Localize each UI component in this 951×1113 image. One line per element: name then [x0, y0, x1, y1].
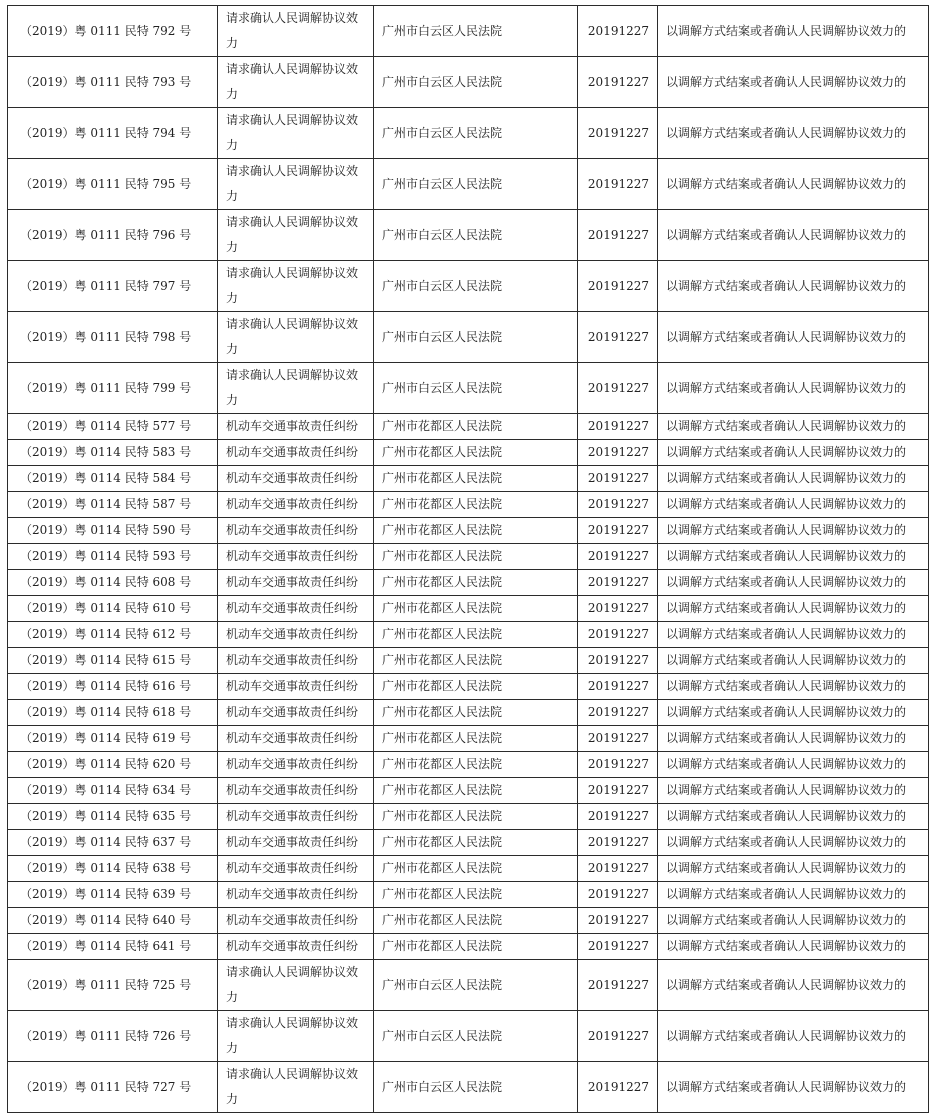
- case-number-cell: （2019）粤 0111 民特 725 号: [8, 960, 218, 1011]
- table-row: [8, 363, 929, 414]
- table-row: [8, 908, 929, 934]
- closing-method-cell: 以调解方式结案或者确认人民调解协议效力的: [658, 466, 929, 492]
- court-name-cell: 广州市白云区人民法院: [374, 1011, 578, 1062]
- closing-method-cell: 以调解方式结案或者确认人民调解协议效力的: [658, 57, 929, 108]
- case-number-cell: （2019）粤 0114 民特 641 号: [8, 934, 218, 960]
- closing-method-cell: 以调解方式结案或者确认人民调解协议效力的: [658, 674, 929, 700]
- case-cause-cell: 机动车交通事故责任纠纷: [218, 570, 374, 596]
- closing-date-cell: 20191227: [578, 856, 658, 882]
- case-number-cell: （2019）粤 0114 民特 620 号: [8, 752, 218, 778]
- table-row: [8, 856, 929, 882]
- case-cause-cell: 请求确认人民调解协议效力: [218, 159, 374, 210]
- closing-method-cell: 以调解方式结案或者确认人民调解协议效力的: [658, 700, 929, 726]
- case-number-cell: （2019）粤 0111 民特 792 号: [8, 6, 218, 57]
- case-cause-cell: 请求确认人民调解协议效力: [218, 6, 374, 57]
- case-number-cell: （2019）粤 0114 民特 638 号: [8, 856, 218, 882]
- case-cause-cell: 机动车交通事故责任纠纷: [218, 804, 374, 830]
- table-row: [8, 934, 929, 960]
- case-number-cell: （2019）粤 0111 民特 797 号: [8, 261, 218, 312]
- table-row: [8, 544, 929, 570]
- table-row: [8, 466, 929, 492]
- court-name-cell: 广州市花都区人民法院: [374, 518, 578, 544]
- case-cause-cell: 请求确认人民调解协议效力: [218, 1062, 374, 1113]
- case-number-cell: （2019）粤 0111 民特 794 号: [8, 108, 218, 159]
- table-row: [8, 440, 929, 466]
- closing-method-cell: 以调解方式结案或者确认人民调解协议效力的: [658, 726, 929, 752]
- case-number-cell: （2019）粤 0114 民特 618 号: [8, 700, 218, 726]
- case-cause-cell: 机动车交通事故责任纠纷: [218, 466, 374, 492]
- table-row: [8, 960, 929, 1011]
- court-name-cell: 广州市花都区人民法院: [374, 492, 578, 518]
- case-number-cell: （2019）粤 0111 民特 727 号: [8, 1062, 218, 1113]
- closing-date-cell: 20191227: [578, 700, 658, 726]
- case-number-cell: （2019）粤 0114 民特 619 号: [8, 726, 218, 752]
- case-number-cell: （2019）粤 0111 民特 726 号: [8, 1011, 218, 1062]
- case-cause-cell: 机动车交通事故责任纠纷: [218, 934, 374, 960]
- closing-date-cell: 20191227: [578, 466, 658, 492]
- case-cause-cell: 机动车交通事故责任纠纷: [218, 882, 374, 908]
- closing-date-cell: 20191227: [578, 312, 658, 363]
- closing-date-cell: 20191227: [578, 544, 658, 570]
- closing-date-cell: 20191227: [578, 674, 658, 700]
- closing-method-cell: 以调解方式结案或者确认人民调解协议效力的: [658, 6, 929, 57]
- case-cause-cell: 请求确认人民调解协议效力: [218, 210, 374, 261]
- closing-date-cell: 20191227: [578, 159, 658, 210]
- court-name-cell: 广州市花都区人民法院: [374, 830, 578, 856]
- table-row: [8, 108, 929, 159]
- court-name-cell: 广州市花都区人民法院: [374, 882, 578, 908]
- case-number-cell: （2019）粤 0111 民特 798 号: [8, 312, 218, 363]
- table-row: [8, 674, 929, 700]
- case-cause-cell: 请求确认人民调解协议效力: [218, 363, 374, 414]
- closing-method-cell: 以调解方式结案或者确认人民调解协议效力的: [658, 414, 929, 440]
- case-cause-cell: 机动车交通事故责任纠纷: [218, 492, 374, 518]
- case-number-cell: （2019）粤 0114 民特 634 号: [8, 778, 218, 804]
- closing-date-cell: 20191227: [578, 648, 658, 674]
- closing-date-cell: 20191227: [578, 518, 658, 544]
- case-cause-cell: 请求确认人民调解协议效力: [218, 960, 374, 1011]
- case-cause-cell: 机动车交通事故责任纠纷: [218, 908, 374, 934]
- case-number-cell: （2019）粤 0114 民特 615 号: [8, 648, 218, 674]
- closing-date-cell: 20191227: [578, 6, 658, 57]
- closing-date-cell: 20191227: [578, 1062, 658, 1113]
- case-cause-cell: 机动车交通事故责任纠纷: [218, 544, 374, 570]
- case-number-cell: （2019）粤 0114 民特 584 号: [8, 466, 218, 492]
- closing-date-cell: 20191227: [578, 261, 658, 312]
- case-number-cell: （2019）粤 0111 民特 795 号: [8, 159, 218, 210]
- closing-method-cell: 以调解方式结案或者确认人民调解协议效力的: [658, 570, 929, 596]
- table-row: [8, 210, 929, 261]
- court-name-cell: 广州市花都区人民法院: [374, 908, 578, 934]
- closing-method-cell: 以调解方式结案或者确认人民调解协议效力的: [658, 159, 929, 210]
- table-row: [8, 492, 929, 518]
- closing-date-cell: 20191227: [578, 57, 658, 108]
- closing-method-cell: 以调解方式结案或者确认人民调解协议效力的: [658, 492, 929, 518]
- case-number-cell: （2019）粤 0114 民特 583 号: [8, 440, 218, 466]
- case-cause-cell: 机动车交通事故责任纠纷: [218, 856, 374, 882]
- closing-date-cell: 20191227: [578, 210, 658, 261]
- case-number-cell: （2019）粤 0114 民特 610 号: [8, 596, 218, 622]
- table-row: [8, 882, 929, 908]
- court-name-cell: 广州市花都区人民法院: [374, 856, 578, 882]
- court-name-cell: 广州市花都区人民法院: [374, 622, 578, 648]
- court-name-cell: 广州市白云区人民法院: [374, 960, 578, 1011]
- table-row: [8, 622, 929, 648]
- table-row: [8, 596, 929, 622]
- closing-date-cell: 20191227: [578, 414, 658, 440]
- closing-method-cell: 以调解方式结案或者确认人民调解协议效力的: [658, 934, 929, 960]
- court-name-cell: 广州市白云区人民法院: [374, 6, 578, 57]
- case-number-cell: （2019）粤 0114 民特 612 号: [8, 622, 218, 648]
- case-cause-cell: 机动车交通事故责任纠纷: [218, 518, 374, 544]
- case-cause-cell: 机动车交通事故责任纠纷: [218, 726, 374, 752]
- table-row: [8, 1062, 929, 1113]
- table-row: [8, 57, 929, 108]
- closing-date-cell: 20191227: [578, 960, 658, 1011]
- closing-method-cell: 以调解方式结案或者确认人民调解协议效力的: [658, 1011, 929, 1062]
- case-cause-cell: 机动车交通事故责任纠纷: [218, 830, 374, 856]
- case-number-cell: （2019）粤 0111 民特 793 号: [8, 57, 218, 108]
- court-name-cell: 广州市白云区人民法院: [374, 1062, 578, 1113]
- case-table: [7, 5, 929, 1113]
- closing-method-cell: 以调解方式结案或者确认人民调解协议效力的: [658, 440, 929, 466]
- court-name-cell: 广州市白云区人民法院: [374, 108, 578, 159]
- closing-date-cell: 20191227: [578, 622, 658, 648]
- table-row: [8, 804, 929, 830]
- court-name-cell: 广州市花都区人民法院: [374, 466, 578, 492]
- table-row: [8, 159, 929, 210]
- closing-date-cell: 20191227: [578, 726, 658, 752]
- table-row: [8, 830, 929, 856]
- closing-method-cell: 以调解方式结案或者确认人民调解协议效力的: [658, 596, 929, 622]
- closing-method-cell: 以调解方式结案或者确认人民调解协议效力的: [658, 363, 929, 414]
- closing-date-cell: 20191227: [578, 778, 658, 804]
- closing-date-cell: 20191227: [578, 882, 658, 908]
- table-row: [8, 700, 929, 726]
- court-name-cell: 广州市花都区人民法院: [374, 570, 578, 596]
- closing-date-cell: 20191227: [578, 363, 658, 414]
- closing-method-cell: 以调解方式结案或者确认人民调解协议效力的: [658, 960, 929, 1011]
- case-cause-cell: 机动车交通事故责任纠纷: [218, 440, 374, 466]
- closing-method-cell: 以调解方式结案或者确认人民调解协议效力的: [658, 882, 929, 908]
- case-number-cell: （2019）粤 0114 民特 635 号: [8, 804, 218, 830]
- case-cause-cell: 机动车交通事故责任纠纷: [218, 752, 374, 778]
- table-row: [8, 726, 929, 752]
- table-row: [8, 752, 929, 778]
- court-name-cell: 广州市花都区人民法院: [374, 440, 578, 466]
- closing-method-cell: 以调解方式结案或者确认人民调解协议效力的: [658, 544, 929, 570]
- court-name-cell: 广州市花都区人民法院: [374, 700, 578, 726]
- table-row: [8, 414, 929, 440]
- case-number-cell: （2019）粤 0111 民特 799 号: [8, 363, 218, 414]
- case-cause-cell: 机动车交通事故责任纠纷: [218, 700, 374, 726]
- court-name-cell: 广州市花都区人民法院: [374, 778, 578, 804]
- court-name-cell: 广州市花都区人民法院: [374, 804, 578, 830]
- closing-date-cell: 20191227: [578, 492, 658, 518]
- case-number-cell: （2019）粤 0114 民特 616 号: [8, 674, 218, 700]
- closing-date-cell: 20191227: [578, 830, 658, 856]
- court-name-cell: 广州市花都区人民法院: [374, 934, 578, 960]
- table-row: [8, 312, 929, 363]
- closing-method-cell: 以调解方式结案或者确认人民调解协议效力的: [658, 210, 929, 261]
- closing-method-cell: 以调解方式结案或者确认人民调解协议效力的: [658, 622, 929, 648]
- closing-method-cell: 以调解方式结案或者确认人民调解协议效力的: [658, 312, 929, 363]
- case-cause-cell: 机动车交通事故责任纠纷: [218, 596, 374, 622]
- case-number-cell: （2019）粤 0114 民特 590 号: [8, 518, 218, 544]
- court-name-cell: 广州市白云区人民法院: [374, 57, 578, 108]
- case-cause-cell: 机动车交通事故责任纠纷: [218, 778, 374, 804]
- court-name-cell: 广州市花都区人民法院: [374, 596, 578, 622]
- court-name-cell: 广州市花都区人民法院: [374, 674, 578, 700]
- closing-date-cell: 20191227: [578, 804, 658, 830]
- closing-method-cell: 以调解方式结案或者确认人民调解协议效力的: [658, 108, 929, 159]
- court-name-cell: 广州市花都区人民法院: [374, 752, 578, 778]
- table-row: [8, 570, 929, 596]
- case-cause-cell: 机动车交通事故责任纠纷: [218, 674, 374, 700]
- closing-method-cell: 以调解方式结案或者确认人民调解协议效力的: [658, 908, 929, 934]
- closing-method-cell: 以调解方式结案或者确认人民调解协议效力的: [658, 830, 929, 856]
- court-name-cell: 广州市白云区人民法院: [374, 363, 578, 414]
- court-name-cell: 广州市白云区人民法院: [374, 312, 578, 363]
- case-number-cell: （2019）粤 0111 民特 796 号: [8, 210, 218, 261]
- closing-method-cell: 以调解方式结案或者确认人民调解协议效力的: [658, 778, 929, 804]
- court-name-cell: 广州市花都区人民法院: [374, 726, 578, 752]
- table-row: [8, 1011, 929, 1062]
- closing-method-cell: 以调解方式结案或者确认人民调解协议效力的: [658, 856, 929, 882]
- closing-date-cell: 20191227: [578, 934, 658, 960]
- case-cause-cell: 机动车交通事故责任纠纷: [218, 648, 374, 674]
- case-cause-cell: 机动车交通事故责任纠纷: [218, 622, 374, 648]
- case-cause-cell: 请求确认人民调解协议效力: [218, 261, 374, 312]
- table-row: [8, 261, 929, 312]
- court-name-cell: 广州市白云区人民法院: [374, 210, 578, 261]
- closing-date-cell: 20191227: [578, 908, 658, 934]
- court-name-cell: 广州市花都区人民法院: [374, 544, 578, 570]
- case-cause-cell: 请求确认人民调解协议效力: [218, 108, 374, 159]
- closing-date-cell: 20191227: [578, 570, 658, 596]
- table-row: [8, 778, 929, 804]
- case-number-cell: （2019）粤 0114 民特 608 号: [8, 570, 218, 596]
- closing-method-cell: 以调解方式结案或者确认人民调解协议效力的: [658, 1062, 929, 1113]
- case-number-cell: （2019）粤 0114 民特 640 号: [8, 908, 218, 934]
- table-row: [8, 648, 929, 674]
- court-name-cell: 广州市白云区人民法院: [374, 159, 578, 210]
- case-number-cell: （2019）粤 0114 民特 587 号: [8, 492, 218, 518]
- court-name-cell: 广州市花都区人民法院: [374, 414, 578, 440]
- closing-date-cell: 20191227: [578, 596, 658, 622]
- closing-date-cell: 20191227: [578, 108, 658, 159]
- closing-date-cell: 20191227: [578, 1011, 658, 1062]
- case-cause-cell: 请求确认人民调解协议效力: [218, 312, 374, 363]
- closing-method-cell: 以调解方式结案或者确认人民调解协议效力的: [658, 804, 929, 830]
- case-cause-cell: 机动车交通事故责任纠纷: [218, 414, 374, 440]
- case-cause-cell: 请求确认人民调解协议效力: [218, 57, 374, 108]
- case-number-cell: （2019）粤 0114 民特 577 号: [8, 414, 218, 440]
- case-number-cell: （2019）粤 0114 民特 637 号: [8, 830, 218, 856]
- case-cause-cell: 请求确认人民调解协议效力: [218, 1011, 374, 1062]
- closing-date-cell: 20191227: [578, 440, 658, 466]
- case-table-body: [8, 6, 929, 1113]
- case-number-cell: （2019）粤 0114 民特 639 号: [8, 882, 218, 908]
- court-name-cell: 广州市白云区人民法院: [374, 261, 578, 312]
- table-row: [8, 6, 929, 57]
- closing-method-cell: 以调解方式结案或者确认人民调解协议效力的: [658, 752, 929, 778]
- court-name-cell: 广州市花都区人民法院: [374, 648, 578, 674]
- table-row: [8, 518, 929, 544]
- case-number-cell: （2019）粤 0114 民特 593 号: [8, 544, 218, 570]
- closing-method-cell: 以调解方式结案或者确认人民调解协议效力的: [658, 261, 929, 312]
- closing-method-cell: 以调解方式结案或者确认人民调解协议效力的: [658, 518, 929, 544]
- closing-method-cell: 以调解方式结案或者确认人民调解协议效力的: [658, 648, 929, 674]
- closing-date-cell: 20191227: [578, 752, 658, 778]
